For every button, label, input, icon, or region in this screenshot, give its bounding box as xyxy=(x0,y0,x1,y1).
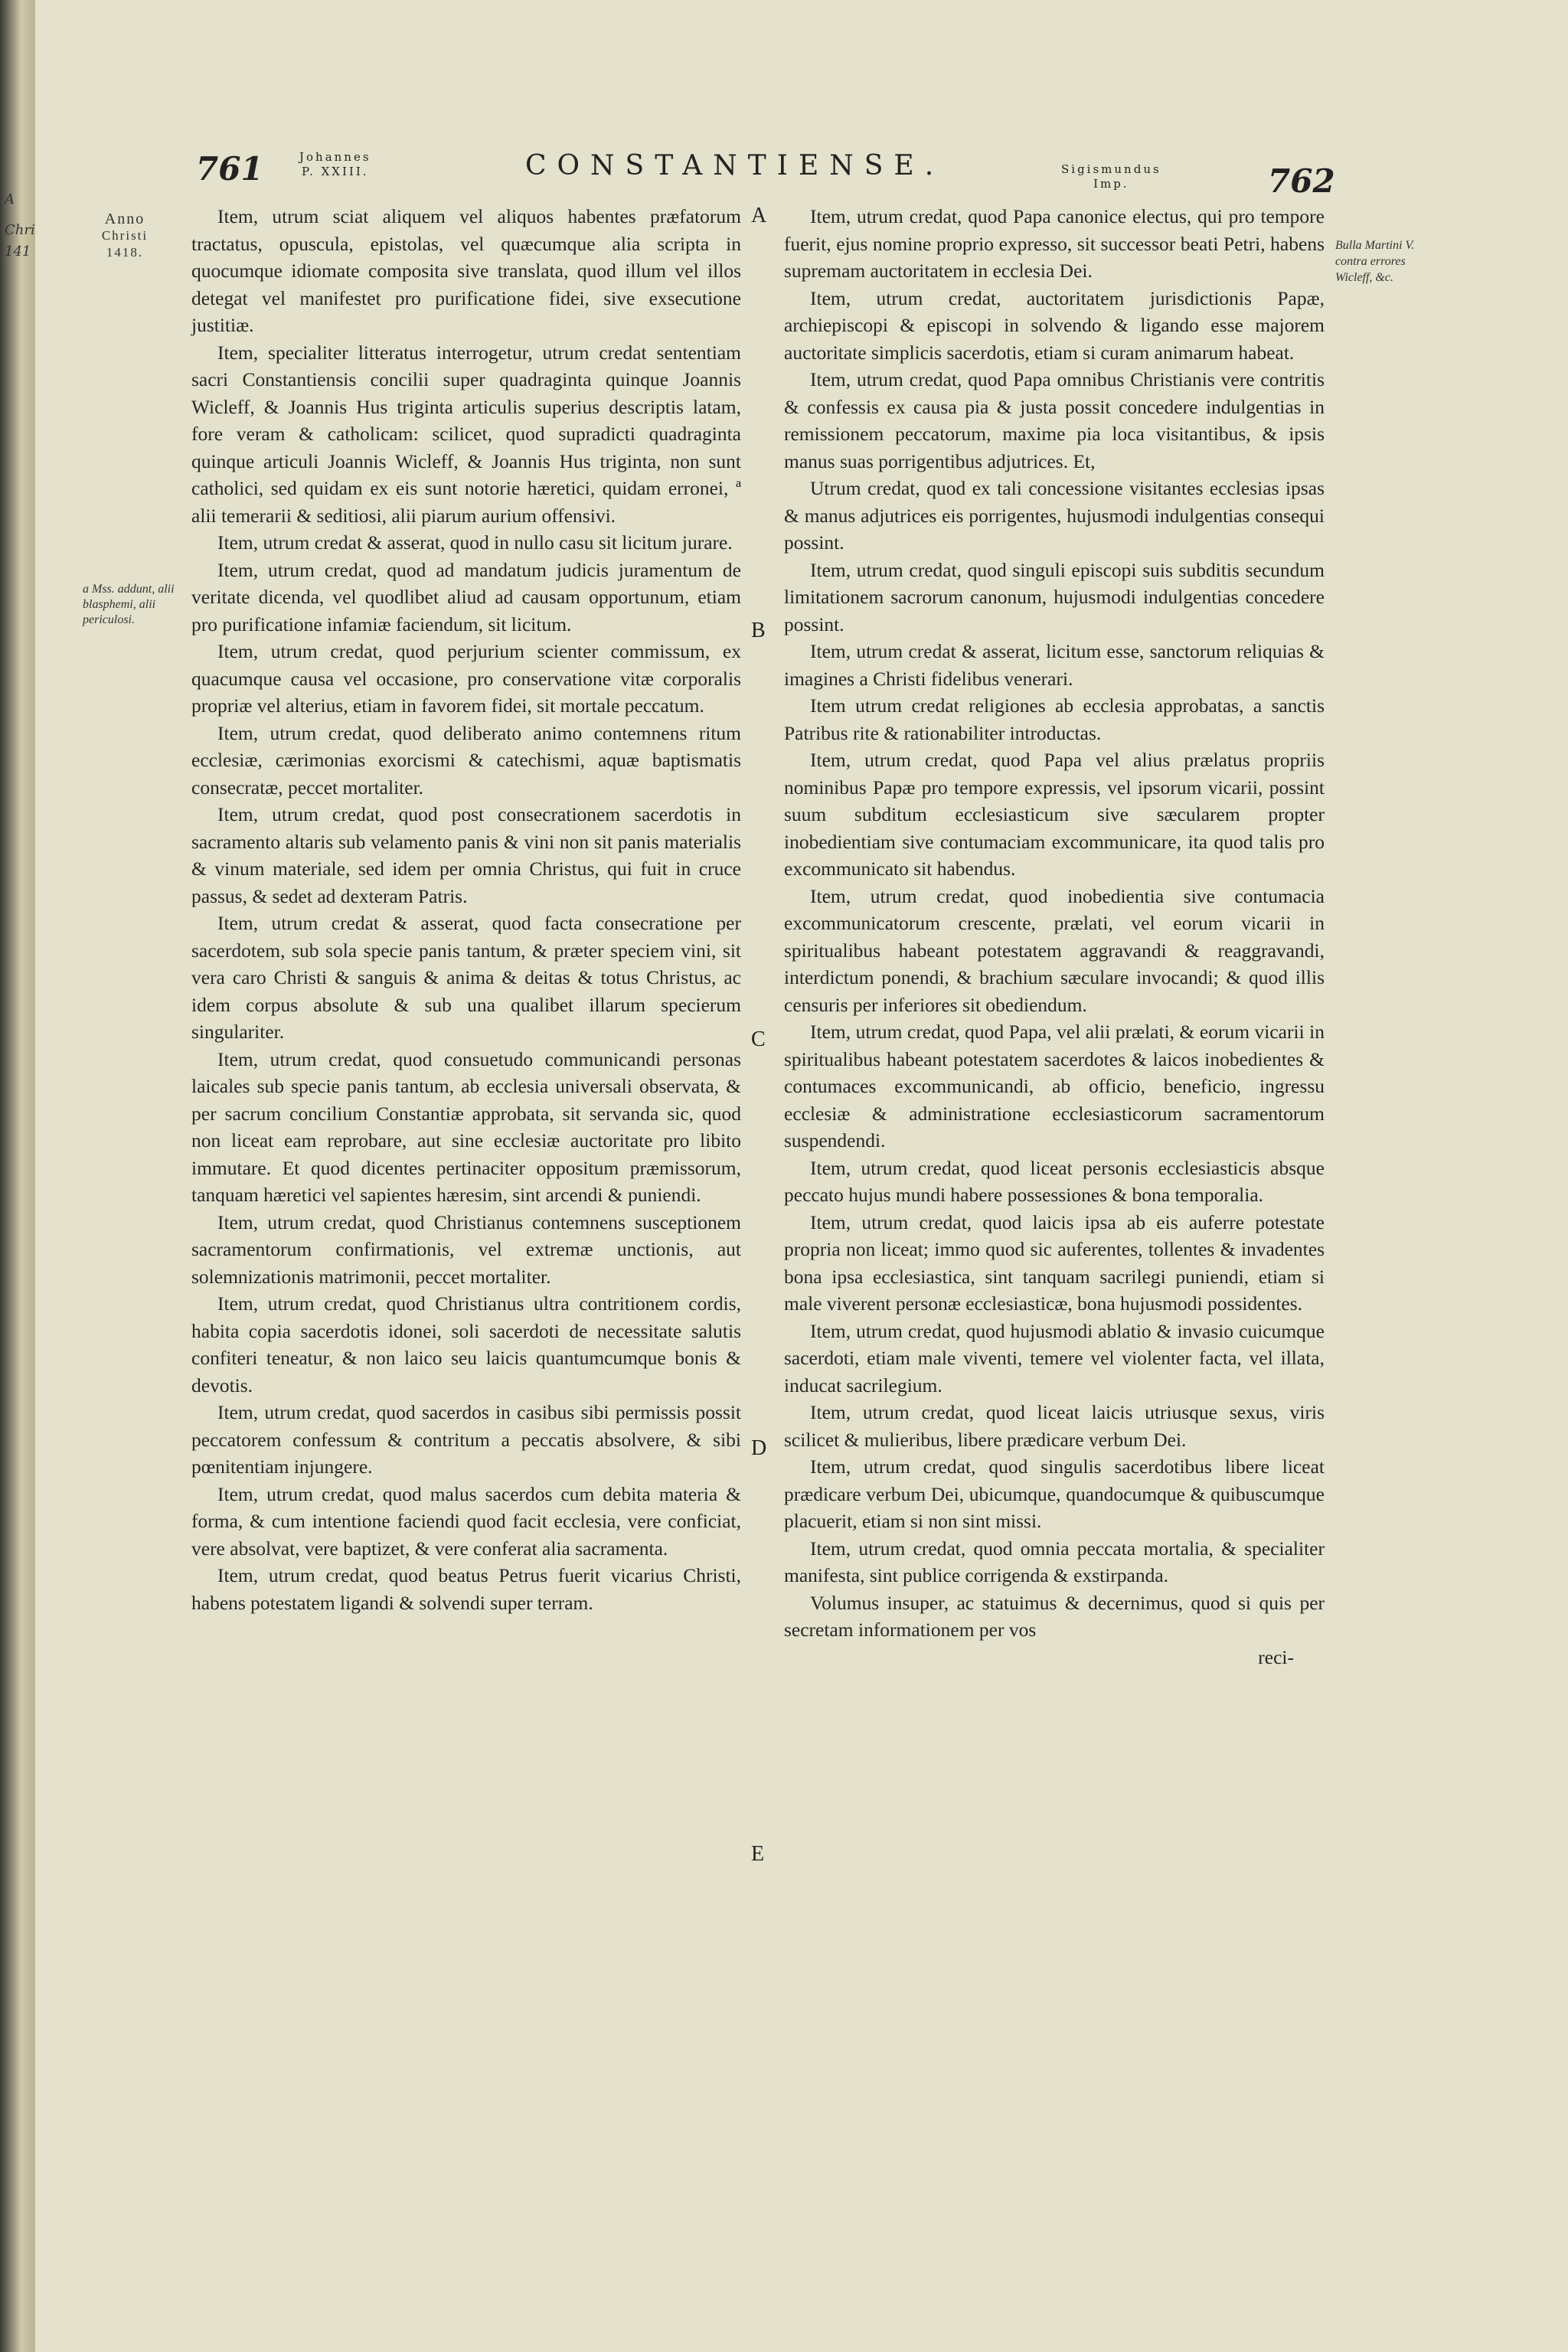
paragraph: Item, utrum credat, quod Papa omnibus Christianis vere contritis & confessis ex causa pia & justa possit concedere indulgentias in remissionem peccatorum, maxime pia loca visitantibus, & ipsis manus suas porrigentibus adjutrices. Et, xyxy=(784,368,1325,472)
section-letter: A xyxy=(751,204,767,227)
paragraph: Item, utrum credat, quod liceat personis ecclesiasticis absque peccato hujus mundi habere possessiones & bona temporalia. xyxy=(784,1156,1325,1206)
johannes-pope-label: P. XXIII. xyxy=(302,165,369,178)
paragraph: Item, utrum credat, quod hujusmodi ablatio & invasio cuicumque sacerdoti, etiam male viventi, temere vel violenter facta, vel illata, inducat sacrilegium. xyxy=(784,1319,1325,1396)
paragraph: Item, specialiter litteratus interrogetur, utrum credat sententiam sacri Constantiensis concilii super quadraginta quinque Joannis Wicleff, & Joannis Hus triginta articulis superius descriptis latam, fore veram & catholicam: scilicet, quod supradicti quadraginta quinque articuli Joannis Wicleff, & Joannis Hus triginta, non sunt catholici, sed quidam ex eis sunt notorie hæretici, quidam erronei, ª alii temerarii & seditiosi, alii piarum aurium offensivi. xyxy=(191,341,741,527)
page-number-left: 761 xyxy=(196,150,263,188)
paragraph: Item, utrum credat, quod malus sacerdos cum debita materia & forma, & cum intentione faciendi quod facit ecclesia, vere conficiat, vere absolvat, vere baptizet, & vere conferat alia sacramenta. xyxy=(191,1482,741,1560)
section-letter: B xyxy=(751,619,766,642)
prev-page-fragment: Chri xyxy=(5,222,35,238)
running-head-sigismundus xyxy=(1061,162,1161,191)
book-page xyxy=(35,0,1568,2352)
sigismundus-label: Sigismundus xyxy=(1061,162,1161,176)
paragraph: Item, utrum credat, quod liceat laicis utriusque sexus, viris scilicet & mulieribus, libere prædicare verbum Dei. xyxy=(784,1401,1325,1451)
paragraph: Item, utrum credat, quod omnia peccata mortalia, & specialiter manifesta, sint publice corrigenda & exstirpanda. xyxy=(784,1537,1325,1586)
paragraph: Item, utrum credat, quod perjurium scienter commissum, ex quacumque causa vel occasione, pro conservatione vitæ corporalis propriæ vel alterius, etiam in favorem fidei, sit mortale peccatum. xyxy=(191,640,741,717)
paragraph: Volumus insuper, ac statuimus & decernimus, quod si quis per secretam informationem per vos xyxy=(784,1591,1325,1641)
sigismundus-emperor-label: Imp. xyxy=(1093,177,1129,191)
prev-page-fragment: 141 xyxy=(5,243,31,260)
section-letter: D xyxy=(751,1436,767,1460)
margin-year: 1418. xyxy=(106,245,144,260)
paragraph: Item, utrum credat, quod deliberato animo contemnens ritum ecclesiæ, cærimonias exorcismi & catechismi, aquæ baptismatis consecratæ, peccet mortaliter. xyxy=(191,721,741,799)
margin-christi: Christi xyxy=(101,228,149,243)
paragraph: Item, utrum credat, quod Papa vel alius prælatus propriis nominibus Papæ pro tempore expressis, vel ipsorum vicarii, possint suum subditum ecclesiasticum sive sæcularem propter inobedientiam sive contumaciam excommunicare, ita quod talis pro excommunicato sit habendus. xyxy=(784,749,1325,880)
paragraph: Item, utrum credat & asserat, licitum esse, sanctorum reliquias & imagines a Christi fidelibus venerari. xyxy=(784,640,1325,690)
catchword: reci- xyxy=(1258,1645,1294,1668)
johannes-label: Johannes xyxy=(299,150,371,164)
paragraph: Item, utrum credat, quod singulis sacerdotibus libere liceat prædicare verbum Dei, ubicumque, quandocumque & quibuscumque placuerit, etiam si non sint missi. xyxy=(784,1455,1325,1532)
paragraph: Item, utrum credat & asserat, quod facta consecratione per sacerdotem, sub sola specie panis tantum, & præter speciem vini, sit vera caro Christi & sanguis & anima & deitas & totus Christus, ac idem corpus absolute & sub una qualibet illarum specierum singulariter. xyxy=(191,912,741,1043)
running-title: CONSTANTIENSE. xyxy=(525,150,945,181)
prev-page-fragment: A xyxy=(5,191,15,207)
section-letter: C xyxy=(751,1027,766,1051)
paragraph: Item, utrum credat, quod ad mandatum judicis juramentum de veritate dicenda, vel quodlibet aliud ad causam opportunum, etiam pro purificatione infamiæ faciendum, sit licitum. xyxy=(191,558,741,635)
paragraph: Item, utrum credat, auctoritatem jurisdictionis Papæ, archiepiscopi & episcopi in solvendo & ligando esse majorem auctoritate simplicis sacerdotis, etiam si curam animarum habeat. xyxy=(784,286,1325,364)
page-number-right: 762 xyxy=(1268,162,1335,200)
paragraph: Utrum credat, quod ex tali concessione visitantes ecclesias ipsas & manus adjutrices eis porrigentes, hujusmodi indulgentias consequi possint. xyxy=(784,477,1325,554)
section-letter: E xyxy=(751,1842,765,1866)
running-head-johannes xyxy=(299,150,371,179)
paragraph: Item, utrum credat, quod singuli episcopi suis subditis secundum limitationem sacrorum canonum, hujusmodi indulgentias concedere possint. xyxy=(784,558,1325,635)
paragraph: Item utrum credat religiones ab ecclesia approbatas, a sanctis Patribus rite & rationabiliter introductas. xyxy=(784,694,1325,744)
paragraph: Item, utrum credat, quod consuetudo communicandi personas laicales sub specie panis tantum, ab ecclesia universali observata, & per sacrum concilium Constantiæ approbata, sit servanda sic, quod non liceat eam reprobare, aut sine ecclesiæ auctoritate pro libito immutare. Et quod dicentes pertinaciter oppositum præmissorum, tanquam hæretici vel sapientes hæresim, sint arcendi & puniendi. xyxy=(191,1047,741,1206)
margin-variant-note: a Mss. addunt, alii blasphemi, alii periculosi. xyxy=(83,583,175,626)
paragraph: Item, utrum credat, quod beatus Petrus fuerit vicarius Christi, habens potestatem ligandi & solvendi super terram. xyxy=(191,1564,741,1614)
paragraph: Item, utrum credat, quod sacerdos in casibus sibi permissis possit peccatorem confessum & contritum a peccatis absolvere, & sibi pœnitentiam injungere. xyxy=(191,1401,741,1478)
paragraph: Item, utrum credat, quod Papa canonice electus, qui pro tempore fuerit, ejus nomine proprio expresso, sit successor beati Petri, habens supremam auctoritatem in ecclesia Dei. xyxy=(784,205,1325,282)
right-text-column xyxy=(784,203,1325,1671)
previous-page-edge xyxy=(0,0,35,2352)
paragraph: Item, utrum credat, quod Papa, vel alii prælati, & eorum vicarii in spiritualibus habeant potestatem sacerdotes & laicos inobedientes & contumaces excommunicandi, ab officio, beneficio, ingressu ecclesiæ & administratione ecclesiasticorum sacramentorum suspendendi. xyxy=(784,1021,1325,1152)
paragraph: Item, utrum credat, quod post consecrationem sacerdotis in sacramento altaris sub velamento panis & vini non sit panis materialis & vinum materiale, sed idem per omnia Christus, qui fuit in cruce passus, & sedet ad dexteram Patris. xyxy=(191,803,741,907)
paragraph: Item, utrum credat, quod inobedientia sive contumacia excommunicatorum crescente, prælati, vel eorum vicarii in spiritualibus habeant potestatem aggravandi & reaggravandi, interdictum ponendi, & brachium sæculare invocandi; & quod illis censuris per inferiores sit obediendum. xyxy=(784,884,1325,1016)
paragraph: Item, utrum sciat aliquem vel aliquos habentes præfatorum tractatus, opuscula, epistolas, vel quæcumque alia scripta in quocumque idiomate composita sive translata, quod illum vel illos detegat vel manifestet pro purificatione fidei, sive exsecutione justitiæ. xyxy=(191,205,741,336)
margin-year-block xyxy=(83,211,167,261)
paragraph: Item, utrum credat, quod Christianus contemnens susceptionem sacramentorum confirmationis, vel extremæ unctionis, aut solemnizationis matrimonii, peccet mortaliter. xyxy=(191,1210,741,1288)
paragraph: Item, utrum credat, quod Christianus ultra contritionem cordis, habita copia sacerdotis idonei, soli sacerdoti de necessitate salutis confiteri teneatur, & non laico seu laicis quantumcumque bonis & devotis. xyxy=(191,1292,741,1396)
left-text-column xyxy=(191,203,741,1616)
paragraph: Item, utrum credat, quod laicis ipsa ab eis auferre potestate propria non liceat; immo quod sic auferentes, tollentes & invadentes bona ipsa ecclesiastica, sint tanquam sacrilegi puniendi, etiam si male viverent personæ ecclesiasticæ, bona hujusmodi possidentes. xyxy=(784,1210,1325,1315)
margin-bulla-note: Bulla Martini V. contra errores Wicleff, &c. xyxy=(1335,239,1415,284)
paragraph: Item, utrum credat & asserat, quod in nullo casu sit licitum jurare. xyxy=(217,531,733,554)
margin-anno: Anno xyxy=(104,211,145,227)
